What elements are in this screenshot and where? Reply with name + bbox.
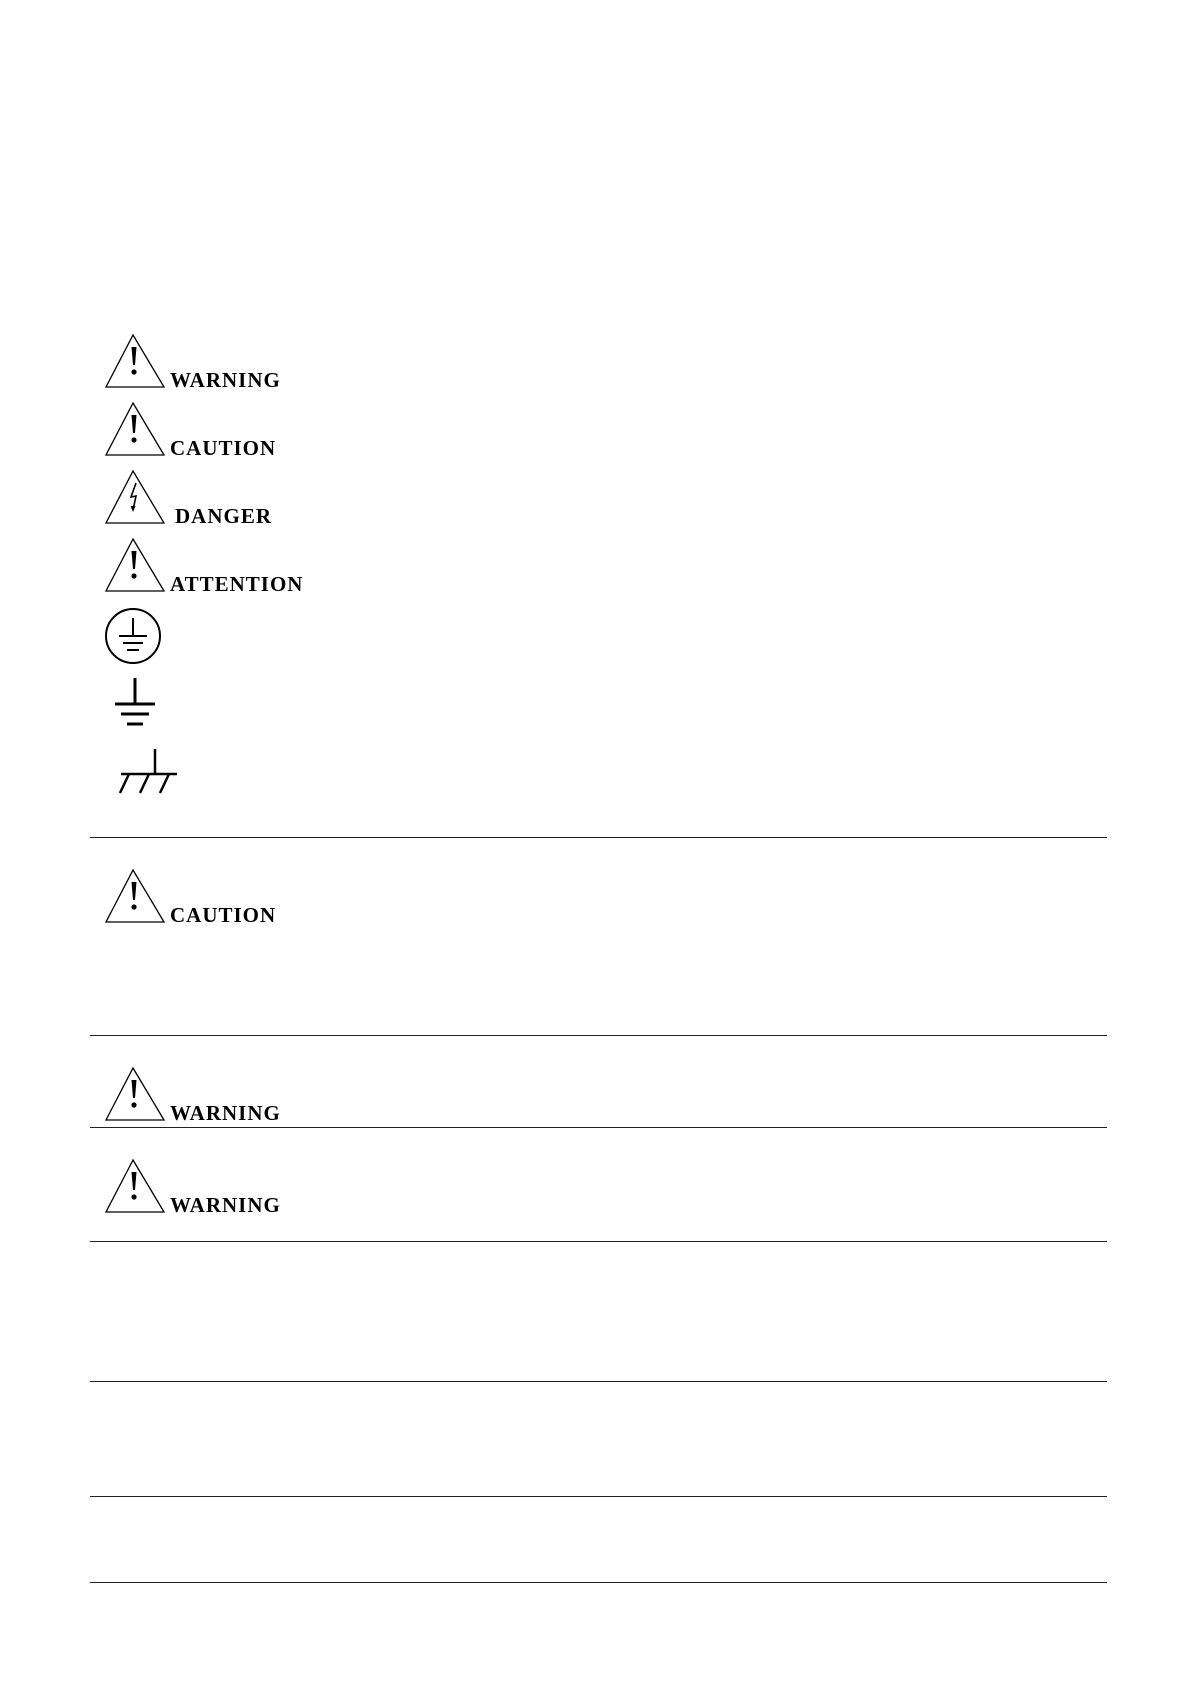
legend-caution	[104, 401, 364, 463]
legend-attention	[104, 537, 364, 599]
notice-warning	[104, 1066, 364, 1128]
caution-triangle-icon	[104, 401, 170, 457]
legend-warning-label: WARNING	[170, 368, 281, 392]
warning-triangle-icon	[104, 1158, 170, 1214]
section-divider	[90, 1496, 1107, 1497]
legend-attention-label: ATTENTION	[170, 572, 304, 596]
section-divider	[90, 837, 1107, 838]
warning-triangle-icon	[104, 1066, 170, 1122]
caution-triangle-icon	[104, 868, 170, 924]
protective-earth-icon	[104, 606, 164, 666]
legend-danger	[104, 469, 364, 531]
section-divider	[90, 1241, 1107, 1242]
legend-danger-label: DANGER	[175, 504, 273, 528]
notice-caution-label: CAUTION	[170, 903, 277, 927]
legend-warning	[104, 333, 364, 395]
chassis-ground-icon	[104, 747, 184, 803]
legend-protective-earth	[104, 606, 164, 671]
high-voltage-triangle-icon	[104, 469, 170, 525]
legend-earth-ground	[104, 676, 164, 737]
section-divider	[90, 1035, 1107, 1036]
notice-warning-label: WARNING	[170, 1193, 281, 1217]
section-divider	[90, 1127, 1107, 1128]
notice-warning	[104, 1158, 364, 1220]
earth-ground-icon	[104, 676, 164, 732]
attention-triangle-icon	[104, 537, 170, 593]
notice-warning-label: WARNING	[170, 1101, 281, 1125]
section-divider	[90, 1582, 1107, 1583]
section-divider	[90, 1381, 1107, 1382]
warning-triangle-icon	[104, 333, 170, 389]
legend-chassis-ground	[104, 747, 184, 808]
notice-caution	[104, 868, 364, 930]
legend-caution-label: CAUTION	[170, 436, 277, 460]
